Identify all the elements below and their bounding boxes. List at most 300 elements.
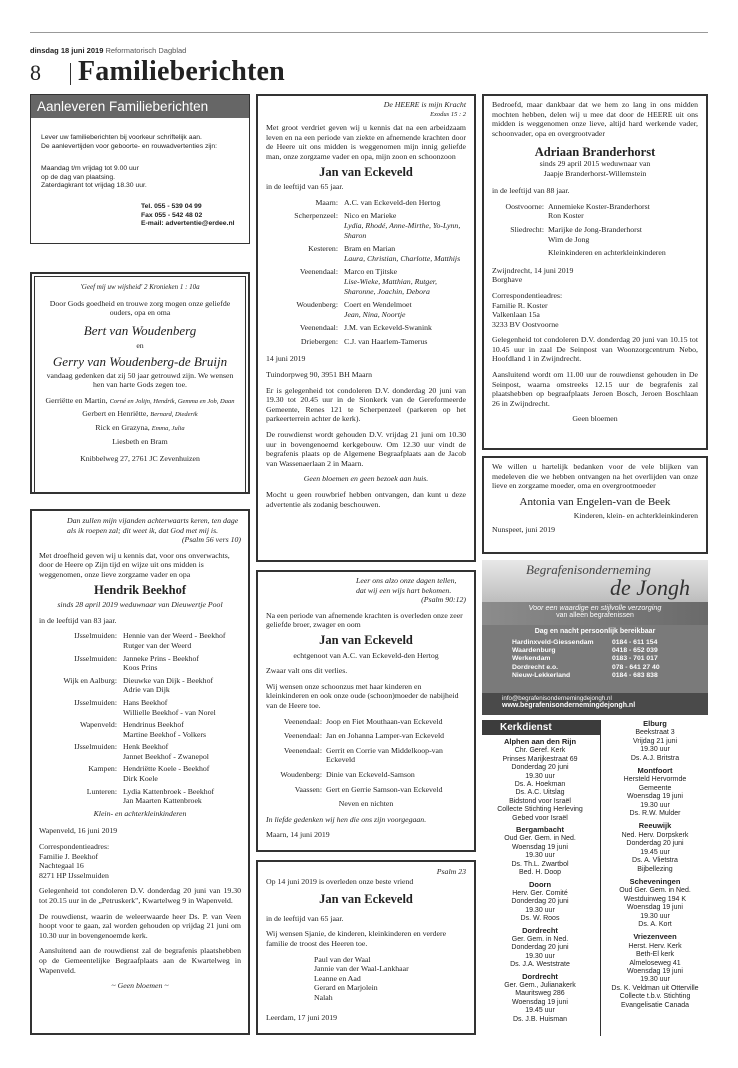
church-line: Chr. Geref. Kerk	[514, 747, 566, 755]
family-names	[123, 676, 241, 695]
ad-woudenberg	[30, 272, 250, 494]
church-line: Donderdag 20 juni	[626, 840, 684, 848]
family-names	[344, 337, 466, 347]
family-name: Lydia Kattenbroek - Beekhof	[123, 786, 215, 796]
church-town: Dordrecht	[522, 925, 558, 935]
ad-family-list	[266, 717, 466, 795]
kerkdienst-left	[482, 738, 598, 1027]
family-names: Gerrit en Corrie van Middelkoop-van Eckeveld	[326, 745, 443, 765]
kerkdienst-title: Kerkdienst	[482, 720, 600, 735]
ad-age: in de leeftijd van 65 jaar.	[266, 913, 344, 923]
ad-and: en	[136, 341, 144, 351]
family-row	[266, 198, 466, 208]
family-place: IJsselmuiden:	[74, 697, 117, 707]
family-row	[39, 631, 241, 650]
ad-text: vandaag gedenken dat zij 50 jaar getrouwd zijn. We wensen hen van harte Gods zegen toe.	[46, 370, 234, 390]
ad-eckeveld-friends	[256, 860, 476, 1035]
family-place: Veenendaal:	[283, 731, 322, 741]
family-place: Woudenberg:	[280, 769, 322, 779]
phone-number[interactable]: 0418 - 652 039	[612, 647, 658, 655]
church-line: 19.30 uur	[525, 772, 555, 780]
family-row	[266, 785, 466, 795]
ad-text: We willen u hartelijk bedanken voor de vele blijken van medeleven die we hebben ontvangen na het overlijden van onze lieve en zorgzame moeder, oma en overgrootmoeder	[492, 462, 698, 491]
family-row	[266, 746, 466, 765]
family-row	[266, 244, 466, 263]
info-tel: Tel. 055 - 539 04 99	[141, 202, 202, 210]
family-place: Wapenveld:	[79, 720, 117, 730]
ad-date: Zwijndrecht, 14 juni 2019	[492, 265, 574, 275]
family-name: Willielle Beekhof - van Norel	[123, 707, 216, 717]
family-place: IJsselmuiden:	[74, 653, 117, 663]
ad-text: Wij wensen Sjanie, de kinderen, kleinkinderen en verdere familie de troost des Heeren toe.	[266, 929, 447, 948]
ad-corr-line: 8271 HP IJsselmuiden	[39, 870, 109, 880]
church-line: 19.30 uur	[640, 746, 670, 754]
ad-family-list	[266, 198, 466, 347]
church-town: Bergambacht	[516, 825, 564, 835]
family-names: Gert en Gerrie Samson-van Eckeveld	[326, 784, 443, 794]
family-name: Bram en Marian	[344, 244, 396, 254]
kerkdienst	[482, 720, 708, 1036]
ad-place: Borghave	[492, 275, 523, 285]
info-time: op de dag van plaatsing.	[41, 173, 116, 181]
family-name: Henk Beekhof	[123, 742, 169, 752]
family-row	[39, 676, 241, 695]
church-town: Doorn	[528, 879, 552, 889]
church-line: Oud Ger. Gem. in Ned.	[619, 887, 691, 895]
family-row	[266, 211, 466, 240]
family-names: Dinie van Eckeveld-Samson	[326, 769, 415, 779]
info-box	[30, 94, 250, 244]
church-line: Ds. A.J. Britstra	[630, 754, 680, 762]
ad-friend-name: Nalah	[314, 992, 333, 1002]
ad-grandkids: Bernard, Diederik	[150, 411, 198, 419]
church-service	[602, 720, 708, 763]
phone-row	[512, 672, 708, 680]
family-names	[344, 323, 466, 333]
church-line: Collecte Stichting Herleving	[497, 806, 583, 814]
ad-verse: Psalm 23	[436, 867, 466, 876]
ad-dateplace: Wapenveld, 16 juni 2019	[39, 826, 118, 836]
church-line: Ds. A. Hoekman	[514, 781, 566, 789]
church-service	[482, 738, 598, 823]
ad-family: Kinderen, klein- en achterkleinkinderen	[573, 511, 698, 521]
family-row	[492, 225, 698, 244]
church-town: Scheveningen	[629, 876, 681, 886]
phone-row	[512, 639, 708, 647]
family-names: Joop en Fiet Mouthaan-van Eckeveld	[326, 716, 443, 726]
ad-corr-line: Familie R. Koster	[492, 300, 548, 310]
family-name: C.J. van Haarlem-Tamerus	[344, 336, 428, 346]
ad-friend-name: Leanne en Aad	[314, 973, 361, 983]
ad-verse-ref: (Psalm 56 vers 10)	[181, 535, 241, 545]
family-name: Jannet Beekhof - Zwanepol	[123, 751, 209, 761]
ad-paragraph: Mocht u geen rouwbrief hebben ontvangen, dan kunt u deze advertentie als zodanig beschouwen.	[266, 490, 466, 509]
ad-family-list	[492, 202, 698, 258]
family-row	[39, 742, 241, 761]
family-place: IJsselmuiden:	[74, 742, 117, 752]
family-name: Jan Maarten Kattenbroek	[123, 796, 202, 806]
family-grandchildren: Jean, Nina, Noortje	[344, 309, 406, 319]
ad-age: in de leeftijd van 88 jaar.	[492, 186, 570, 196]
ad-closing: ~ Geen bloemen ~	[111, 981, 169, 991]
ad-subline: echtgenoot van A.C. van Eckeveld-den Hertog	[293, 650, 439, 660]
church-town: Montfoort	[637, 766, 673, 776]
page-title: Familieberichten	[78, 56, 285, 87]
ad-deceased-name: Adriaan Branderhorst	[534, 145, 656, 160]
ad-intro: Met groot verdriet geven wij u kennis dat na een arbeidzaam leven en na een periode van ziekte en afnemende krachten door de Heere uit ons midden is weggenomen mijn innig geliefde man, onze zorgzame vader en opa, mijn zoon en schoonzoon	[266, 123, 466, 161]
family-place: Veenendaal:	[283, 745, 322, 755]
family-place: Veenendaal:	[299, 267, 338, 277]
ad-family: Rick en Grazyna,	[95, 422, 150, 432]
church-town: Dordrecht	[522, 971, 558, 981]
ad-verse: 'Geef mij uw wijsheid' 2 Kronieken 1 : 10a	[80, 283, 200, 291]
church-line: Ger. Gem., Julianakerk	[504, 981, 576, 989]
ad-friend-name: Gerard en Marjolein	[314, 983, 378, 993]
ad-text: Wij wensen onze schoonzus met haar kinderen en kleinkinderen en ook onze oude (schoon)moeder de nabijheid van de Heere toe.	[266, 681, 459, 710]
family-row	[39, 720, 241, 739]
church-line: 19.30 uur	[640, 976, 670, 984]
family-name: Hans Beekhof	[123, 697, 168, 707]
family-name: A.C. van Eckeveld-den Hertog	[344, 197, 441, 207]
church-line: Bijbellezing	[637, 865, 673, 873]
church-line: Evangelisatie Canada	[620, 1001, 690, 1009]
family-name: Ron Koster	[548, 211, 584, 221]
church-line: Woensdag 19 juni	[512, 998, 568, 1006]
family-row	[492, 248, 698, 258]
phone-place: Nieuw-Lekkerland	[512, 671, 571, 679]
ad-paragraph: Gelegenheid tot condoleren D.V. donderdag 20 juni van 10.15 tot 10.45 uur in zaal De Seinpost van Woonzorgcentrum Nebo, Hoofdland 1 in Zwijndrecht.	[492, 335, 698, 364]
church-line: Woensdag 19 juni	[512, 843, 568, 851]
ad-date: Leerdam, 17 juni 2019	[266, 1012, 338, 1022]
ad-grandchildren: Klein- en achterkleinkinderen	[93, 808, 187, 818]
ad-intro: Bedroefd, maar dankbaar dat we hem zo lang in ons midden mochten hebben, delen wij u mee dat door de HEERE uit ons midden is weggenomen onze lieve, altijd hard werkende vader, schoonvader, opa en overgrootvader	[492, 100, 698, 138]
ad-subline: Jaapje Branderhorst-Willemstein	[543, 168, 647, 178]
church-service	[482, 881, 598, 924]
ad-date: Nunspeet, juni 2019	[492, 524, 556, 534]
ad-age: in de leeftijd van 83 jaar.	[39, 615, 117, 625]
family-names	[123, 764, 241, 783]
church-line: Ds. Th.L. Zwartbol	[511, 860, 569, 868]
church-line: Ds. J.B. Huisman	[512, 1015, 568, 1023]
ad-address: Knibbelweg 27, 2761 JC Zevenhuizen	[80, 454, 200, 464]
family-place: Maarn:	[315, 197, 338, 207]
church-line: Hersteld Hervormde	[623, 776, 687, 784]
ad-deceased-name: Jan van Eckeveld	[319, 164, 413, 179]
family-name: Hendrinus Beekhof	[123, 720, 184, 730]
church-line: Woensdag 19 juni	[627, 967, 683, 975]
info-fax: Fax 055 - 542 48 02	[141, 211, 203, 219]
church-line: Woensdag 19 juni	[627, 793, 683, 801]
church-line: Ds. A. Vlietstra	[632, 857, 678, 865]
phone-row	[512, 647, 708, 655]
church-town: Elburg	[643, 719, 667, 728]
page-number: 8	[30, 60, 41, 85]
ad-name-1: Bert van Woudenberg	[83, 322, 197, 338]
church-line: Collecte t.b.v. Stichting	[619, 993, 691, 1001]
family-names	[344, 300, 466, 319]
family-name: Dieuwke van Dijk - Beekhof	[123, 675, 214, 685]
ad-closing: Geen bloemen	[572, 414, 618, 424]
church-town: Vriezenveen	[633, 932, 677, 942]
header-date: dinsdag 18 juni 2019	[30, 46, 104, 55]
header-rule	[30, 32, 708, 33]
ad-friend-name: Paul van der Waal	[314, 954, 371, 964]
header-divider	[70, 63, 71, 85]
family-names	[123, 654, 241, 673]
ad-memory: In liefde gedenken wij hen die ons zijn voorgegaan.	[266, 814, 427, 824]
ad-eckeveld-siblings	[256, 570, 476, 852]
family-row	[266, 267, 466, 296]
logo-banner	[482, 560, 708, 602]
ad-deceased-name: Jan van Eckeveld	[319, 892, 413, 907]
church-line: 19.30 uur	[525, 906, 555, 914]
church-service	[602, 933, 708, 1010]
church-line: Herst. Herv. Kerk	[628, 942, 682, 950]
church-line: 19.45 uur	[640, 848, 670, 856]
ad-eckeveld-family	[256, 94, 476, 562]
church-line: Ds. A.C. Uitslag	[515, 789, 565, 797]
church-line: Donderdag 20 juni	[511, 764, 569, 772]
church-line: Vrijdag 21 juni	[632, 737, 678, 745]
family-name: Adrie van Dijk	[123, 685, 170, 695]
phone-place: Hardinxveld-Giessendam	[512, 639, 594, 646]
church-line: Almeloseweg 41	[629, 959, 681, 967]
phone-number[interactable]: 0184 - 611 154	[612, 639, 658, 646]
phone-row	[512, 655, 708, 663]
family-place: Sliedrecht:	[510, 224, 544, 234]
phone-number[interactable]: 0183 - 701 017	[612, 655, 658, 663]
ad-corr-line: Nachtegaal 16	[39, 861, 84, 871]
church-line: Beekstraat 3	[635, 729, 675, 737]
family-names	[123, 787, 241, 806]
family-row	[492, 202, 698, 221]
family-names	[123, 698, 241, 717]
family-name: Hennie van der Weerd - Beekhof	[123, 631, 226, 641]
ad-engelen	[482, 456, 708, 554]
ad-de-jongh	[482, 560, 708, 715]
ad-corr-line: Valkenlaan 15a	[492, 310, 540, 320]
family-row	[266, 770, 466, 780]
family-row	[266, 300, 466, 319]
family-place: Lunteren:	[86, 786, 117, 796]
church-line: Donderdag 20 juni	[511, 898, 569, 906]
church-line: Ger. Gem. in Ned.	[511, 935, 569, 943]
ad-deceased-name: Antonia van Engelen-van de Beek	[519, 495, 671, 508]
family-place: Kampen:	[88, 764, 117, 774]
family-names	[344, 267, 466, 296]
ad-paragraph: Er is gelegenheid tot condoleren D.V. donderdag 20 juni van 19.30 tot 20.45 uur in de Sionkerk van de Gereformeerde Gemeente, Renes 121 te Scherpenzeel (parkeren op het parkeerterrein achter de kerk).	[266, 385, 466, 424]
family-row	[266, 323, 466, 333]
info-box-title: Aanleveren Familieberichten	[31, 95, 249, 118]
church-line: Donderdag 20 juni	[511, 944, 569, 952]
ad-age: in de leeftijd van 65 jaar.	[266, 182, 344, 192]
ad-nephews: Neven en nichten	[338, 799, 394, 809]
header-dateline	[30, 46, 186, 55]
family-grandchildren: Lise-Wieke, Matthian, Rutger, Sharonne, Joachin, Debora	[344, 276, 437, 296]
family-row	[266, 731, 466, 741]
family-name: Wim de Jong	[548, 234, 590, 244]
family-names	[548, 202, 698, 221]
family-row	[39, 654, 241, 673]
ad-paragraph: Gelegenheid tot condoleren D.V. donderdag 20 juni van 19.30 tot 20.15 uur in de „Petruskerk", Kwartelweg 9 in Wapenveld.	[39, 886, 241, 905]
church-line: Herv. Ger. Comité	[512, 889, 568, 897]
church-line: 19.45 uur	[525, 1007, 555, 1015]
header-paper: Reformatorisch Dagblad	[105, 46, 187, 55]
phone-number[interactable]: 0184 - 683 838	[612, 671, 658, 679]
church-line: Ds. J.A. Weststrate	[510, 961, 570, 969]
family-names: Jan en Johanna Lamper-van Eckeveld	[326, 731, 445, 741]
church-town: Reeuwijk	[638, 821, 672, 831]
ad-friend-name: Jannie van der Waal-Lankhaar	[314, 964, 409, 974]
church-service	[482, 973, 598, 1024]
ad-deceased-name: Hendrik Beekhof	[93, 582, 187, 597]
ad-name-2: Gerry van Woudenberg-de Bruijn	[52, 353, 228, 369]
family-place: Kesteren:	[308, 244, 338, 254]
ad-date: Maarn, 14 juni 2019	[266, 830, 330, 840]
family-names	[123, 742, 241, 761]
church-line: Ned. Herv. Dorpskerk	[621, 831, 689, 839]
family-place: Woudenberg:	[296, 300, 338, 310]
contact-email[interactable]: info@begrafenisondernemingdejongh.nl	[502, 695, 612, 702]
family-place: Vaassen:	[294, 784, 322, 794]
family-names	[123, 720, 241, 739]
family-row	[39, 787, 241, 806]
ad-intro: Op 14 juni 2019 is overleden onze beste vriend	[266, 876, 414, 886]
logo-name: de Jongh	[610, 575, 691, 600]
family-name: Rutger van der Weerd	[123, 640, 192, 650]
family-place: Wijk en Aalburg:	[63, 675, 117, 685]
family-names	[344, 244, 466, 263]
info-time: Maandag t/m vrijdag tot 9.00 uur	[41, 165, 139, 173]
family-grandchildren: Laura, Christian, Charlotte, Matthijs	[344, 253, 461, 263]
family-name: Marco en Tjitske	[344, 267, 398, 277]
church-line: Woensdag 19 juni	[627, 904, 683, 912]
tagline: Voor een waardige en stijlvolle verzorging	[528, 603, 662, 612]
family-name: Coert en Wendelmoet	[344, 300, 412, 310]
church-service	[482, 927, 598, 970]
family-place: Veenendaal:	[283, 716, 322, 726]
service-line: Dag en nacht persoonlijk bereikbaar	[534, 628, 656, 635]
family-name: Annemieke Koster-Branderhorst	[548, 201, 650, 211]
family-names	[344, 198, 466, 208]
ad-branderhorst	[482, 94, 708, 450]
church-line: Ds. A. Kort	[638, 920, 672, 928]
ad-family: Liesbeth en Bram	[112, 436, 168, 446]
family-grandchildren: Lydia, Rhodé, Anne-Mirthe, Yo-Lynn, Sharon	[344, 220, 461, 240]
ad-verse: De HEERE is mijn Kracht	[383, 100, 466, 109]
family-names	[548, 248, 698, 258]
family-name: Dirk Koele	[123, 774, 158, 784]
ad-paragraph: Aansluitend aan de rouwdienst zal de begrafenis plaatshebben op de Gemeentelijke Begraafplaats aan de Kwartelweg in Wapenveld.	[39, 946, 241, 975]
church-service	[602, 767, 708, 818]
family-name: Janneke Prins - Beekhof	[123, 653, 200, 663]
church-line: Oud Ger. Gem. in Ned.	[504, 835, 576, 843]
church-line: Prinses Marijkestraat 69	[502, 755, 578, 763]
ad-no-flowers: Geen bloemen en geen bezoek aan huis.	[303, 474, 429, 484]
ad-verse: Dan zullen mijn vijanden achterwaarts keren, ten dage als ik roepen zal; dit weet ik, dat God met mij is.	[67, 516, 239, 535]
family-names	[548, 225, 698, 244]
phone-number[interactable]: 078 - 641 27 40	[612, 663, 660, 671]
info-line: Lever uw familieberichten bij voorkeur schriftelijk aan.	[41, 134, 202, 141]
church-line: Bed. H. Doop	[518, 869, 562, 877]
ad-paragraph: De rouwdienst wordt gehouden D.V. vrijdag 21 juni om 10.30 uur in bovengenoemd kerkgebouw. Om 12.30 uur vindt de begrafenis plaats op de Algemene Begraafplaats aan de Jacob van Wassenaerlaan 2 in Maarn.	[266, 430, 466, 468]
family-names	[344, 211, 466, 240]
ad-address: Tuindorpweg 90, 3951 BH Maarn	[266, 370, 373, 380]
church-service	[602, 878, 708, 929]
church-town: Alphen aan den Rijn	[503, 737, 577, 746]
ad-paragraph: De rouwdienst, waarin de weleerwaarde heer Ds. P. van Veen hoopt voor te gaan, zal worden gehouden op vrijdag 21 juni om 10.30 uur in bovengenoemde kerk.	[39, 911, 241, 940]
ad-corr-label: Correspondentieadres:	[39, 842, 110, 852]
family-place	[492, 248, 548, 258]
ad-beekhof	[30, 509, 250, 1035]
ad-corr-line: Familie J. Beekhof	[39, 851, 99, 861]
church-line: Westduinweg 194 K	[623, 895, 687, 903]
family-place: Veenendaal:	[299, 323, 338, 333]
church-line: Mauritsweg 286	[515, 990, 565, 998]
church-line: Ds. K. Veldman uit Otterville	[611, 984, 699, 992]
family-name: Nico en Marieke	[344, 211, 397, 221]
ad-subline: sinds 29 april 2015 weduwnaar van	[539, 158, 651, 168]
phone-list	[482, 635, 708, 680]
family-name: Koos Prins	[123, 663, 158, 673]
church-line: Gemeente	[638, 784, 672, 792]
church-line: 19.30 uur	[525, 952, 555, 960]
family-name: Martine Beekhof - Volkers	[123, 729, 207, 739]
family-row	[266, 717, 466, 727]
family-names	[123, 631, 241, 650]
ad-corr-label: Correspondentieadres:	[492, 290, 563, 300]
tagline: van alleen begrafenissen	[556, 612, 634, 619]
ad-corr-line: 3233 BV Oostvoorne	[492, 319, 559, 329]
family-place: Oostvoorne:	[505, 201, 544, 211]
family-name: Hendriëtte Koele - Beekhof	[123, 764, 210, 774]
church-line: Beth-El kerk	[635, 951, 675, 959]
contact-website[interactable]: www.begrafenisondernemingdejongh.nl	[502, 702, 636, 709]
family-name: Marijke de Jong-Branderhorst	[548, 224, 642, 234]
church-line: Ds. W. Roos	[520, 915, 560, 923]
ad-family: Gerriëtte en Martin,	[45, 395, 108, 405]
phone-row	[512, 664, 708, 672]
church-line: Bidstond voor Israël	[509, 797, 571, 805]
phone-place: Dordrecht e.o.	[512, 663, 559, 671]
logo-text: Begrafenisonderneming	[526, 562, 651, 577]
ad-intro: Met droefheid geven wij u kennis dat, voor ons onverwachts, door de Heere op Zijn tijd en wijze uit ons midden is weggenomen, onze lieve zorgzame vader en opa	[39, 550, 230, 579]
church-line: 19.30 uur	[640, 801, 670, 809]
info-line: De aanlevertijden voor geboorte- en rouwadvertenties zijn:	[41, 142, 218, 150]
kerkdienst-right	[602, 720, 708, 1014]
church-service	[482, 826, 598, 877]
ad-intro: Na een periode van afnemende krachten is overleden onze zeer geliefde broer, zwager en oom	[266, 610, 463, 630]
phone-place: Werkendam	[512, 655, 551, 663]
info-time: Zaterdagkrant tot vrijdag 18.30 uur.	[41, 182, 147, 190]
ad-family-list	[39, 631, 241, 806]
family-place: Driebergen:	[300, 336, 338, 346]
church-line: 19.30 uur	[525, 852, 555, 860]
phone-place: Waardenburg	[512, 647, 556, 655]
ad-line: Zwaar valt ons dit verlies.	[266, 666, 348, 676]
info-email[interactable]: E-mail: advertentie@erdee.nl	[141, 220, 235, 228]
family-row	[39, 698, 241, 717]
ad-deceased-name: Jan van Eckeveld	[319, 632, 413, 647]
ad-verse-ref: Exodus 15 : 2	[430, 110, 466, 118]
ad-date: 14 juni 2019	[266, 354, 306, 364]
ad-paragraph: Aansluitend wordt om 11.00 uur de rouwdienst gehouden in De Seinpost, waarna omstreeks 12.15 uur de begrafenis zal plaatshebben op begraafplaats Jeroen Bosch, Jeroen Boschlaan 26 in Zwijndrecht.	[492, 370, 698, 408]
ad-subline: sinds 28 april 2019 weduwnaar van Dieuwertje Pool	[57, 600, 223, 610]
family-place: IJsselmuiden:	[74, 631, 117, 641]
family-row	[39, 764, 241, 783]
ad-verse-ref: (Psalm 90:12)	[421, 595, 466, 605]
family-place: Scherpenzeel:	[294, 211, 338, 221]
